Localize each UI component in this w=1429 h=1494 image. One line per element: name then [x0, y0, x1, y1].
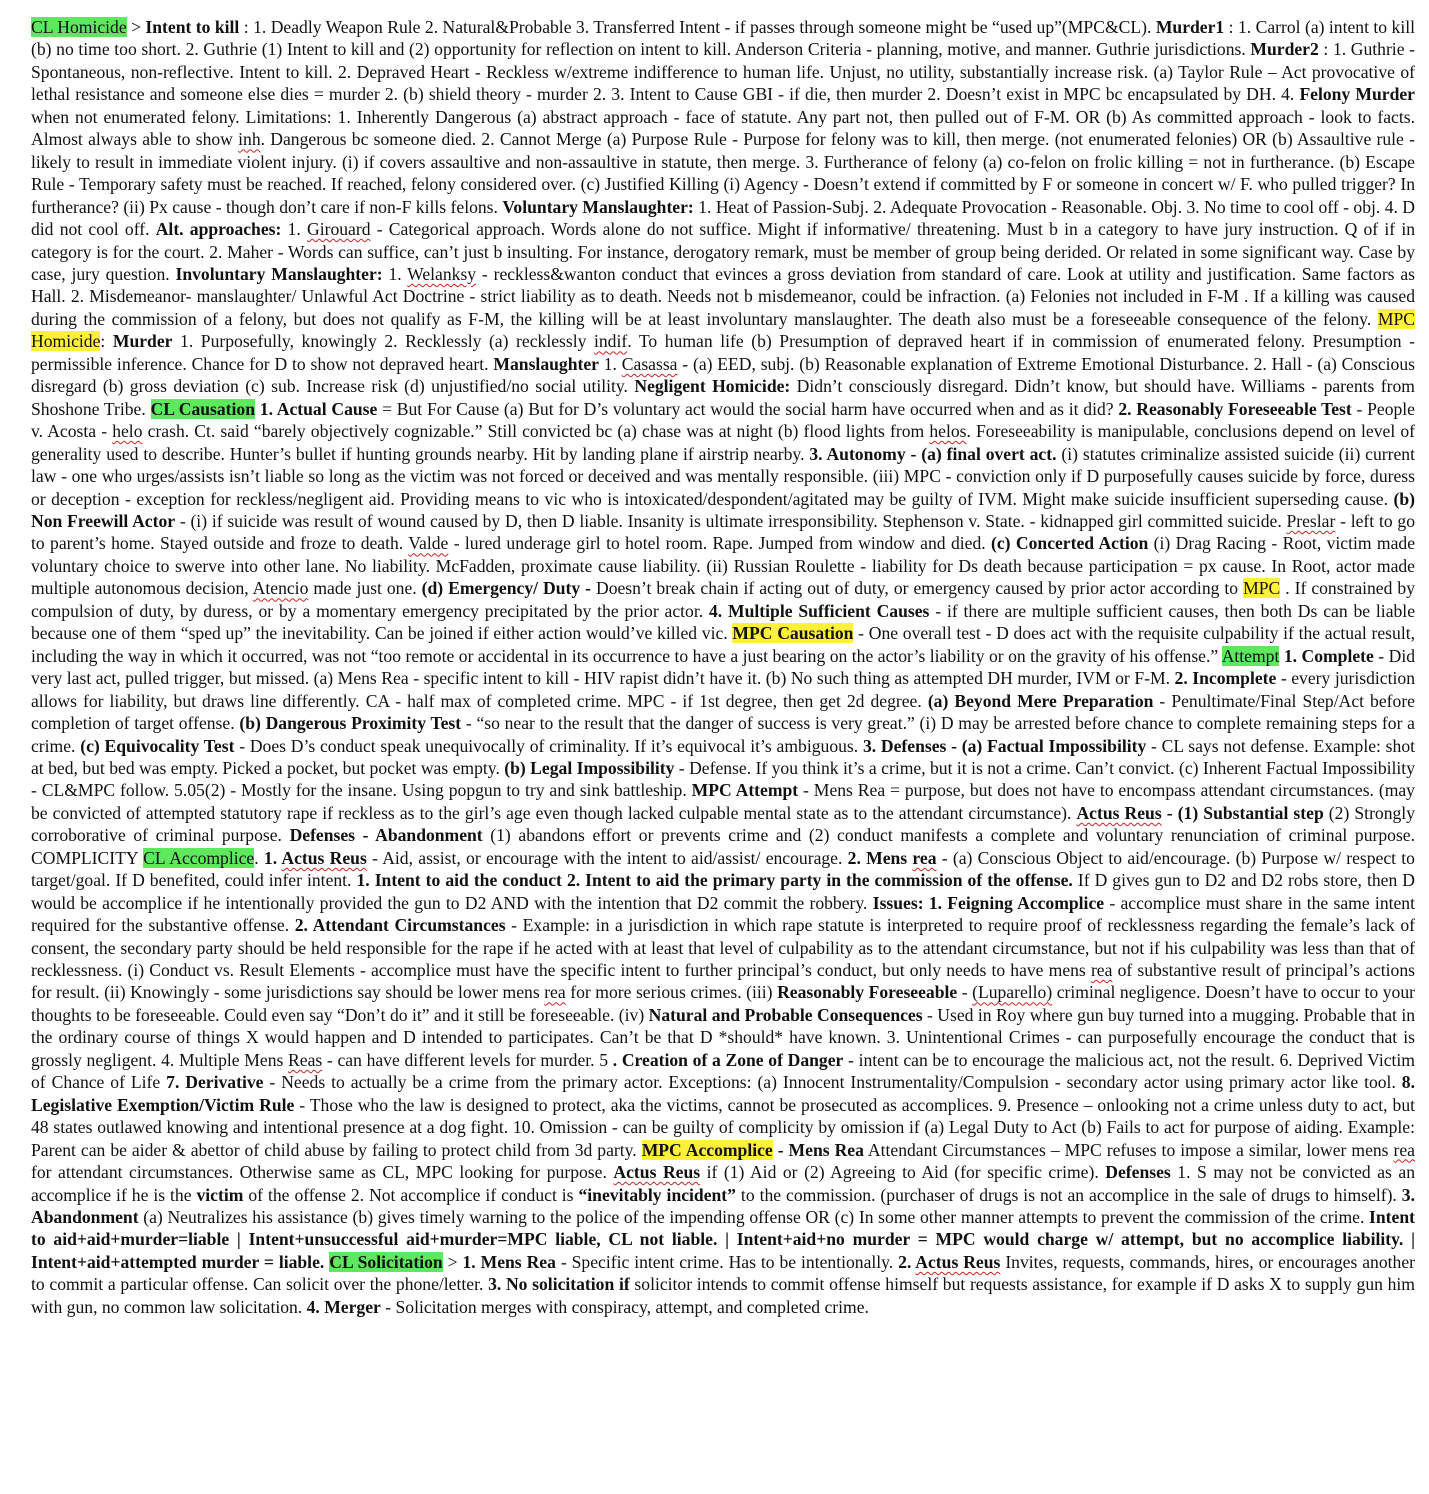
outline-text: - Penultimate/Final Step/Act before completion of target offense.	[31, 690, 1415, 734]
outline-text: - intent can be to encourage the malicious act, not the result. 6. Deprived Victim of Chance of Life	[31, 1049, 1415, 1093]
outline-text: - Solicitation merges with conspiracy, attempt, and completed crime.	[380, 1296, 869, 1317]
outline-text: >	[442, 1251, 463, 1272]
outline-text: Doesn’t break chain if acting out of duty, or emergency caused by prior actor according to	[591, 578, 1244, 599]
outline-text: - (i) if suicide was result of wound caused by D, then D liable. Insanity is ultimate irresponsibility. Stephenson v. State. - kidnapped girl committed suicide.	[175, 510, 1287, 531]
outline-text: helo	[112, 421, 143, 442]
outline-text: . To human life (b) Presumption of depraved heart if in commission of enumerated felony. Presumption - permissible inference. Chance for D to show not depraved heart.	[31, 331, 1415, 374]
outline-text: when not enumerated felony. Limitations: 1. Inherently Dangerous (a) abstract approach - face of statute. Any part not, then pulled out of F-M. OR (b) As committed approach - look to facts. Almost always able to show	[31, 106, 1415, 150]
bold-term: Murder	[112, 331, 173, 352]
outline-text: - Aid, assist, or encourage with the intent to aid/assist/ encourage.	[366, 847, 848, 868]
outline-text: (Luparello)	[972, 982, 1053, 1003]
outline-text: 1.	[382, 263, 408, 284]
bold-term: Actus Reus	[613, 1162, 701, 1183]
outline-text: - Example: in a jurisdiction in which rape statute is interpreted to require proof of recklessness regarding the female’s lack of consent, the secondary party should be held responsible for the rape if he acted with at least that level of culpability as to the attendant circumstance, but not if his culpability was less than that of recklessness. (i) Conduct vs. Result Elements - accomplice must have the specific intent to further principal’s conduct, but only needs to have mens	[31, 915, 1415, 981]
outline-text: - reckless&wanton conduct that evinces a gross deviation from standard of care. Look at utility and justification. Same factors as Hall. 2. Misdemeanor- manslaughter/ Unlawful Act Doctrine - strict liability as to death. Needs not b misdemeanor, could be infraction. (a) Felonies not included in F-M . If a killing was caused during the commission of a felony, but does not qualify as F-M, the killing will be at least involuntary manslaughter. The death also must be a foreseeable consequence of the felony.	[31, 263, 1415, 329]
outline-text: - Used in Roy where gun buy turned into a mugging. Probable that in the ordinary course of things X would happen and D intended to participates. Can’t be that D *should* have known. 3. Unintentional Crimes - can purposefully encourage the conduct that is grossly negligent. 4. Multiple Mens	[31, 1004, 1416, 1070]
outline-text: of substantive result of principal’s actions for result. (ii) Knowingly - some jurisdictions say should be lower mens	[31, 960, 1415, 1003]
outline-text: : 1. Carrol (a) intent to kill (b) no time too short. 2. Guthrie (1) Intent to kill and (2) opportunity for reflection on intent to kill. Anderson Criteria - planning, motive, and manner. Guthrie jurisdictions.	[31, 17, 1415, 60]
outline-text: - every jurisdiction allows for liability, but draws line differently. CA - half max of completed crime. MPC - if 1st degree, then get 2d degree.	[31, 668, 1415, 711]
bold-term: Actus Reus	[281, 847, 367, 868]
outline-text: rea	[1393, 1139, 1415, 1160]
bold-term: 2. Incomplete	[1174, 668, 1277, 689]
outline-text: (i) statutes criminalize assisted suicide (ii) current law - one who urges/assists isn’t liable so long as the victim was not forced or deceived and was mentally responsible. (iii) MPC - conviction only if D purposefully causes suicide by force, duress or deception - exception for reckless/negligent aid. Providing means to vic who is intoxicated/despondent/agitated may be guilty of IVM. Might make suicide insufficient superseding cause.	[31, 443, 1415, 509]
outline-text: for more serious crimes. (iii)	[565, 982, 778, 1003]
bold-term: “inevitably incident”	[578, 1184, 736, 1205]
outline-text: - Mens Rea = purpose, but does not have to encompass attendant circumstances. (may be convicted of attempted statutory rape if reckless as to the girl’s age even though lacked culpable mental state as to the attendant circumstance).	[31, 780, 1415, 823]
outline-text: rea	[544, 982, 566, 1003]
section-heading: CL Solicitation	[329, 1251, 443, 1272]
outline-text: - lured underage girl to hotel room. Rape. Jumped from window and died.	[448, 533, 992, 554]
bold-term: 1. Complete	[1283, 645, 1374, 666]
outline-text: - Specific intent crime. Has to be intentionally.	[555, 1251, 899, 1272]
bold-term: Involuntary Manslaughter:	[175, 263, 383, 284]
section-heading: CL Causation	[150, 398, 256, 419]
bold-term: Actus Reus	[915, 1251, 1001, 1272]
outline-text: (1) abandons effort or prevents crime and (2) conduct manifests a complete and voluntary renunciation of criminal purpose. COMPLICITY	[31, 825, 1415, 868]
bold-term: (b) Dangerous Proximity Test	[239, 713, 462, 734]
outline-text: solicitor intends to commit offense himself but requests assistance, for example if D asks X to supply gun him with gun, no common law solicitation.	[31, 1274, 1415, 1317]
bold-term: 4. Merger	[306, 1296, 381, 1317]
bold-term: 3. Abandonment	[31, 1184, 1415, 1228]
outline-text: : 1. Guthrie - Spontaneous, non-reflective. Intent to kill. 2. Depraved Heart - Reckless w/extreme indifference to human life. Unjust, no utility, substantially increase risk. (a) Taylor Rule – Act provocative of lethal resistance and someone else dies = murder 2. (b) shield theory - murder 2. 3. Intent to Cause GBI - if die, then murder 2. Doesn’t exist in MPC bc encapsulated by DH. 4.	[31, 39, 1415, 105]
outline-text: Invites, requests, commands, hires, or encourages another to commit a particular offense. Can solicit over the phone/letter.	[31, 1251, 1415, 1295]
outline-text: -	[957, 982, 973, 1003]
outline-text: If D gives gun to D2 and D2 robs store, then D would be accomplice if he intentionally provided the gun to D2 AND with the intention that D2 commit the robbery.	[31, 870, 1415, 913]
outline-text: of the offense 2. Not accomplice if conduct is	[243, 1184, 579, 1205]
section-heading: CL Accomplice	[143, 847, 255, 868]
outline-text: - People v. Acosta -	[31, 398, 1415, 442]
bold-term: 3. Defenses - (a) Factual Impossibility	[862, 735, 1147, 756]
bold-term: Defenses - Abandonment	[289, 825, 483, 846]
outline-text: Reas	[288, 1049, 323, 1070]
outline-text: - “so near to the result that the danger of success is very great.” (i) D may be arrested before chance to complete remaining steps for a crime.	[31, 713, 1415, 756]
outline-text: 1.	[281, 219, 307, 240]
bold-term: Intent to aid+aid+murder=liable | Intent+unsuccessful aid+murder=MPC liable, CL not liable. | Intent+aid+no murder = MPC would charge w/ attempt, but no accomplice liability. | Intent+aid+attempted murder = liable.	[31, 1207, 1415, 1272]
bold-term: Murder1	[1155, 17, 1225, 37]
section-heading: MPC Homicide	[31, 308, 1415, 352]
outline-text: - Does D’s conduct speak unequivocally of criminality. If it’s equivocal it’s ambiguous.	[234, 735, 863, 756]
bold-term: rea	[912, 847, 937, 868]
bold-term: 4. Multiple Sufficient Causes	[708, 600, 930, 621]
outline-text: indif	[593, 331, 628, 352]
outline-text: 1. S may not be convicted as an accomplice if he is the	[31, 1162, 1416, 1205]
outline-text: crash. Ct. said “barely objectively cognizable.” Still convicted bc (a) chase was at night (b) flood lights from	[142, 421, 930, 442]
bold-term: 1. Intent to aid the conduct 2. Intent to aid the primary party in the commission of the offense.	[356, 870, 1073, 891]
bold-term: victim	[196, 1184, 244, 1205]
outline-text: - One overall test - D does act with the requisite culpability if the actual result, including the way in which it occurred, was not “too remote or accidental in its occurrence to have a just bearing on the actor’s liability or on the gravity of his offense.”	[31, 623, 1415, 666]
outline-text: - left to go to parent’s home. Stayed outside and froze to death.	[31, 510, 1415, 554]
outline-text: 1. Purposefully, knowingly 2. Recklessly (a) recklessly	[172, 331, 594, 352]
outline-text: for attendant circumstances. Otherwise same as CL, MPC looking for purpose.	[31, 1162, 614, 1183]
outline-text: - Needs to actually be a crime from the primary actor. Exceptions: (a) Innocent Instrumentality/Compulsion - secondary actor using primary actor like tool.	[263, 1072, 1402, 1093]
bold-term: 1.	[263, 847, 282, 868]
outline-text: :	[100, 331, 113, 352]
outline-text: 1. Heat of Passion-Subj. 2. Adequate Provocation - Reasonable. Obj. 3. No time to cool off - obj. 4. D did not cool off.	[31, 196, 1416, 240]
outline-text: Attendant Circumstances – MPC refuses to impose a similar, lower mens	[863, 1139, 1394, 1160]
bold-term: 2. Mens	[847, 847, 913, 868]
bold-term: - (1) Substantial step	[1161, 802, 1324, 823]
outline-text: rea	[1090, 960, 1113, 981]
page-fade	[0, 1484, 1429, 1494]
section-heading: MPC Causation	[732, 623, 854, 644]
bold-term: - Mens Rea	[777, 1139, 864, 1160]
outline-text: to the commission. (purchaser of drugs is not an accomplice in the sale of drugs to himself).	[735, 1184, 1402, 1205]
outline-text: helos	[929, 421, 967, 442]
bold-term: Negligent Homicide:	[634, 376, 791, 397]
outline-text: : 1. Deadly Weapon Rule 2. Natural&Probable 3. Transferred Intent - if passes through someone might be “used up”(MPC&CL).	[239, 17, 1156, 37]
outline-text: Welanksy	[407, 263, 477, 284]
bold-term: 2.	[898, 1251, 916, 1272]
bold-term: (c) Concerted Action	[991, 533, 1149, 554]
outline-text: made just one.	[308, 578, 422, 599]
outline-text: inh	[238, 129, 261, 150]
outline-text: 1.	[598, 353, 622, 374]
outline-text: . Dangerous bc someone died. 2. Cannot Merge (a) Purpose Rule - Purpose for felony was to kill, then merge. (not enumerated felonies) OR (b) Assaultive rule - likely to result in immediate violent injury. (i) if covers assaultive and non-assaultive in statute, then merge. 3. Furtherance of felony (a) co-felon on frolic killing = not in furtherance. (b) Escape Rule - Temporary safety must be reached. If reached, felony considered over. (c) Justified Killing (i) Agency - Doesn’t extend if committed by F or someone in concert w/ F. who pulled trigger? In furtherance? (ii) Px cause - though don’t care if non-F kills felons.	[31, 129, 1415, 217]
outline-text: (2) Strongly corroborative of criminal purpose.	[31, 802, 1415, 846]
bold-term: (b) Legal Impossibility	[504, 757, 675, 778]
section-heading: MPC	[1243, 578, 1281, 599]
outline-document	[31, 16, 1415, 1318]
outline-text: criminal negligence. Doesn’t have to occur to your thoughts to be foreseeable. Could even say “Don’t do it” and it still be foreseeable. (iv)	[31, 982, 1415, 1025]
outline-text: - accomplice must share in the same intent required for the substantive offense.	[31, 892, 1415, 936]
outline-text: Preslar	[1286, 510, 1336, 531]
outline-text: Girouard	[307, 219, 371, 240]
outline-text: Valde	[408, 533, 449, 554]
outline-text: Atencio	[252, 578, 309, 599]
outline-text: >	[126, 17, 146, 37]
section-heading: CL Homicide	[31, 17, 127, 37]
bold-term: Alt. approaches:	[155, 219, 282, 240]
bold-term: Issues: 1. Feigning Accomplice	[872, 892, 1105, 913]
outline-text: Casassa	[621, 353, 678, 374]
bold-term: 7. Derivative	[166, 1072, 264, 1093]
bold-term: (d) Emergency/ Duty -	[421, 578, 591, 599]
bold-term: Murder2	[1250, 39, 1319, 60]
outline-text: (a) Neutralizes his assistance (b) gives timely warning to the police of the impending offense OR (c) In some other manner attempts to prevent the commission of the crime.	[138, 1207, 1370, 1228]
outline-text: - Categorical approach. Words alone do not suffice. Might if informative/ threatening. Must b in a category to have jury instruction. Q of if in category is for the court. 2. Maher - Words can suffice, can’t just b insulting. For instance, derogatory remark, must be member of group being derided. Or related in some significant way. Case by case, jury question.	[31, 219, 1416, 284]
bold-term: Felony Murder	[1299, 84, 1415, 105]
bold-term: (b) Non Freewill Actor	[31, 488, 1415, 531]
outline-text: - if there are multiple sufficient causes, then both Ds can be liable because one of them “sped up” the inevitability. Can be joined if either action would’ve killed vic.	[31, 600, 1416, 644]
bold-term: 2. Attendant Circumstances	[294, 915, 506, 936]
bold-term: 1. Actual Cause	[259, 398, 378, 419]
outline-text: - Defense. If you think it’s a crime, but it is not a crime. Can’t convict. (c) Inherent Factual Impossibility - CL&MPC follow. 5.05(2) - Mostly for the insane. Using popgun to try and sink battleship.	[31, 757, 1415, 801]
outline-text: - (a) Conscious Object to aid/encourage. (b) Purpose w/ respect to target/goal. If D benefited, could infer intent.	[31, 847, 1415, 891]
section-heading: MPC Accomplice	[641, 1139, 773, 1160]
bold-term: Reasonably Foreseeable	[777, 982, 958, 1003]
bold-term: . Creation of a Zone of Danger	[612, 1049, 844, 1070]
outline-text: . Foreseeability is manipulable, conclusions depend on level of generality used to describe. Hunter’s bullet if hunting grounds nearby. Hit by landing plane if airstrip nearby.	[31, 421, 1416, 464]
bold-term: 2. Reasonably Foreseeable Test	[1118, 398, 1352, 419]
outline-text: - can have different levels for murder. 5	[322, 1049, 613, 1070]
outline-text: - (a) EED, subj. (b) Reasonable explanation of Extreme Emotional Disturbance. 2. Hall - (a) Conscious disregard (b) gross deviation (c) sub. Increase risk (d) unjustified/no social utility.	[31, 353, 1415, 397]
outline-text: - Those who the law is designed to protect, aka the victims, cannot be prosecuted as accomplices. 9. Presence – onlooking not a crime unless duty to act, but 48 states outlawed knowing and intentional presence at a dog fight. 10. Omission - can be guilty of complicity by omission if (a) Legal Duty to Act (b) Fails to act for purpose of aiding. Example: Parent can be aider & abettor of child abuse by failing to protect child from 3d party.	[31, 1094, 1416, 1160]
bold-term: (c) Equivocality Test	[80, 735, 235, 756]
bold-term: Natural and Probable Consequences	[648, 1004, 923, 1025]
section-heading: Attempt	[1221, 645, 1280, 666]
bold-term: (a) Beyond Mere Preparation	[927, 690, 1154, 711]
outline-text: - Did very last act, pulled trigger, but missed. (a) Mens Rea - specific intent to kill - HIV rapist didn’t have it. (b) No such thing as attempted DH murder, IVM or F-M.	[31, 645, 1416, 689]
outline-text: . If constrained by compulsion of duty, by duress, or by a momentary emergency precipitated by the prior actor.	[31, 578, 1415, 621]
bold-term: 3. Autonomy - (a) final overt act.	[809, 443, 1057, 464]
bold-term: Manslaughter	[493, 353, 599, 374]
outline-text: if (1) Aid or (2) Agreeing to Aid (for specific crime).	[700, 1162, 1106, 1183]
outline-text: = But For Cause (a) But for D’s voluntary act would the social harm have occurred when and as it did?	[377, 398, 1119, 419]
bold-term: 1. Mens Rea	[462, 1251, 556, 1272]
bold-term: Voluntary Manslaughter:	[502, 196, 694, 217]
outline-text: .	[254, 847, 264, 868]
outline-text: (i) Drag Racing - Root, victim made voluntary choice to swerve into other lane. No liability. McFadden, proximate cause liability. (ii) Russian Roulette - liability for Ds death because participation = px cause. In Root, actor made multiple autonomous decision,	[31, 533, 1416, 599]
outline-text: - CL says not defense. Example: shot at bed, but bed was empty. Picked a pocket, but pocket was empty.	[31, 735, 1416, 778]
bold-term: Defenses	[1105, 1162, 1171, 1183]
bold-term: 8. Legislative Exemption/Victim Rule	[31, 1072, 1415, 1115]
bold-term: Actus Reus	[1076, 802, 1162, 823]
bold-term: MPC Attempt	[691, 780, 799, 801]
outline-text: Didn’t consciously disregard. Didn’t know, but should have. Williams - parents from Shoshone Tribe.	[31, 376, 1415, 419]
bold-term: 3. No solicitation if	[488, 1274, 630, 1295]
bold-term: Intent to kill	[145, 17, 240, 37]
